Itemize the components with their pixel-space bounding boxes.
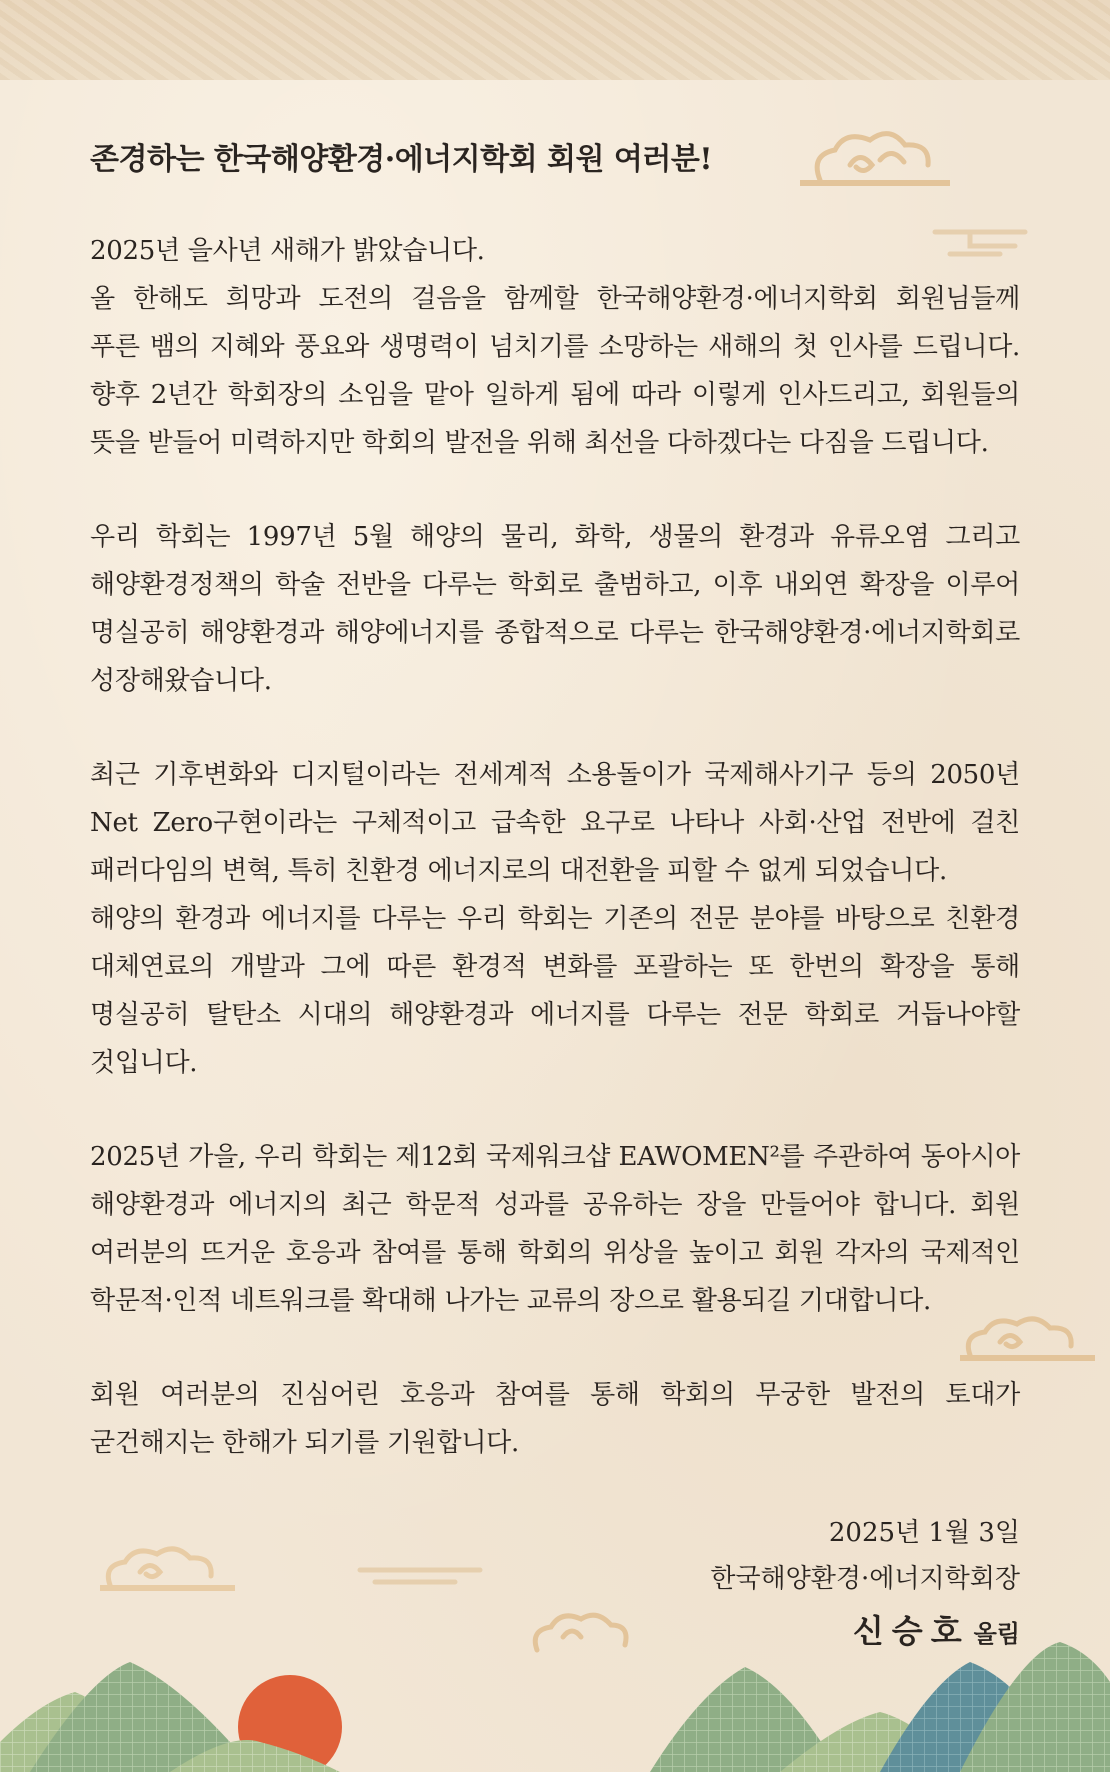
mountain-scenery bbox=[0, 1622, 1110, 1772]
text-line: 굳건해지는 한해가 되기를 기원합니다. bbox=[90, 1428, 519, 1458]
text-line: 2025년 가을, 우리 학회는 제12회 국제워크샵 EAWOMEN²를 주관하여 동아시아 bbox=[90, 1142, 1020, 1172]
paragraph bbox=[90, 227, 1020, 467]
text-line: 성장해왔습니다. bbox=[90, 666, 272, 696]
text-line: 명실공히 해양환경과 해양에너지를 종합적으로 다루는 한국해양환경·에너지학회로 bbox=[90, 618, 1020, 648]
text-line: 것입니다. bbox=[90, 1048, 198, 1078]
text-line: 학문적·인적 네트워크를 확대해 나가는 교류의 장으로 활용되길 기대합니다. bbox=[90, 1286, 931, 1316]
top-texture-band bbox=[0, 0, 1110, 80]
sender-title: 한국해양환경·에너지학회장 bbox=[710, 1564, 1020, 1594]
text-line: 대체연료의 개발과 그에 따른 환경적 변화를 포괄하는 또 한번의 확장을 통해 bbox=[90, 952, 1020, 982]
text-line: 뜻을 받들어 미력하지만 학회의 발전을 위해 최선을 다하겠다는 다짐을 드립니다. bbox=[90, 428, 989, 458]
cloud-icon bbox=[95, 1540, 235, 1600]
text-line: 명실공히 탈탄소 시대의 해양환경과 에너지를 다루는 전문 학회로 거듭나야할 bbox=[90, 1000, 1020, 1030]
text-line: 패러다임의 변혁, 특히 친환경 에너지로의 대전환을 피할 수 없게 되었습니다. bbox=[90, 856, 947, 886]
text-line: 여러분의 뜨거운 호응과 참여를 통해 학회의 위상을 높이고 회원 각자의 국제적인 bbox=[90, 1238, 1020, 1268]
paragraph bbox=[90, 1133, 1020, 1325]
text-line: 우리 학회는 1997년 5월 해양의 물리, 화학, 생물의 환경과 유류오염 그리고 bbox=[90, 522, 1020, 552]
text-line: 최근 기후변화와 디지털이라는 전세계적 소용돌이가 국제해사기구 등의 2050년 bbox=[90, 760, 1020, 790]
paragraph bbox=[90, 1371, 1020, 1467]
text-line: 회원 여러분의 진심어린 호응과 참여를 통해 학회의 무궁한 발전의 토대가 bbox=[90, 1380, 1020, 1410]
cloud-icon bbox=[355, 1560, 485, 1590]
sender-name: 신승호 bbox=[852, 1612, 970, 1650]
text-line: 2025년 을사년 새해가 밝았습니다. bbox=[90, 236, 485, 266]
letter-body bbox=[90, 140, 1020, 1513]
text-line: 해양의 환경과 에너지를 다루는 우리 학회는 기존의 전문 분야를 바탕으로 친환경 bbox=[90, 904, 1020, 934]
letter-date: 2025년 1월 3일 bbox=[828, 1518, 1020, 1548]
text-line: Net Zero구현이라는 구체적이고 급속한 요구로 나타나 사회·산업 전반에 걸친 bbox=[90, 808, 1020, 838]
salutation: 존경하는 한국해양환경·에너지학회 회원 여러분! bbox=[90, 142, 713, 177]
text-line: 올 한해도 희망과 도전의 걸음을 함께할 한국해양환경·에너지학회 회원님들께 bbox=[90, 284, 1020, 314]
paragraph bbox=[90, 513, 1020, 705]
sign-off: 올림 bbox=[973, 1619, 1020, 1648]
paragraph bbox=[90, 751, 1020, 1087]
text-line: 해양환경과 에너지의 최근 학문적 성과를 공유하는 장을 만들어야 합니다. 회원 bbox=[90, 1190, 1020, 1220]
text-line: 푸른 뱀의 지혜와 풍요와 생명력이 넘치기를 소망하는 새해의 첫 인사를 드립니다. bbox=[90, 332, 1020, 362]
text-line: 향후 2년간 학회장의 소임을 맡아 일하게 됨에 따라 이렇게 인사드리고, 회원들의 bbox=[90, 380, 1020, 410]
text-line: 해양환경정책의 학술 전반을 다루는 학회로 출범하고, 이후 내외연 확장을 이루어 bbox=[90, 570, 1020, 600]
